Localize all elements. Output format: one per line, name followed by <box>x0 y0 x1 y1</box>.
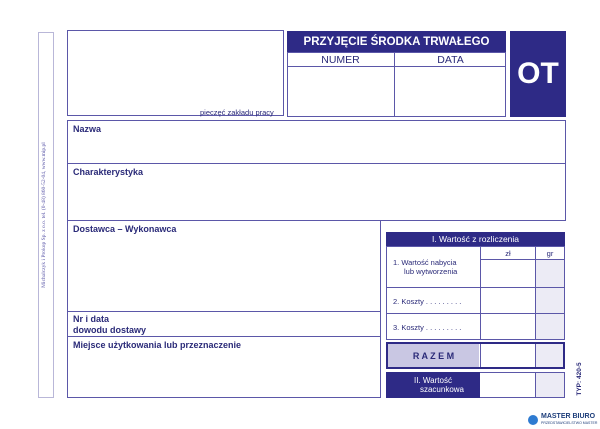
row3-zl-field[interactable] <box>481 314 535 339</box>
razem-gr-shade <box>536 344 563 367</box>
form-code: OT <box>517 57 559 90</box>
nazwa-field[interactable] <box>67 120 566 164</box>
type-code-text: TYP: 420-5 <box>576 362 583 396</box>
razem-label: R A Z E M <box>412 350 455 361</box>
wartosc-zl-field[interactable] <box>481 373 535 397</box>
value-table-header-text: I. Wartość z rozliczenia <box>431 234 520 244</box>
form-title-text: PRZYJĘCIE ŚRODKA TRWAŁEGO <box>303 35 490 48</box>
nr-data-label-2: dowodu dostawy <box>73 325 146 335</box>
wartosc-gr-shade <box>536 373 564 397</box>
stamp-box <box>67 30 284 116</box>
razem-zl-field[interactable] <box>481 344 535 367</box>
charakterystyka-label: Charakterystyka <box>73 167 144 177</box>
value-table-line-1 <box>386 287 565 288</box>
brand-tagline: PRZEDSTAWICIELSTWO MASTER <box>541 421 598 425</box>
numer-header: NUMER <box>321 54 360 66</box>
stamp-label: pieczęć zakładu pracy <box>200 108 274 117</box>
razem-label-cell <box>388 344 479 367</box>
row1-zl-field[interactable] <box>481 260 535 287</box>
data-header: DATA <box>437 54 464 66</box>
value-table-split-2 <box>535 246 536 340</box>
nazwa-label: Nazwa <box>73 124 102 134</box>
row1-label-a: 1. Wartość nabycia <box>393 258 457 267</box>
row1-label-b: lub wytworzenia <box>404 267 458 276</box>
row3-label: 3. Koszty . . . . . . . . . <box>393 323 462 332</box>
value-table-line-2 <box>386 313 565 314</box>
gr-column-shade <box>536 260 564 339</box>
miejsce-label: Miejsce użytkowania lub przeznaczenie <box>73 340 242 350</box>
publisher-text: Michalczyk i Prokop Sp. z o.o. tel. (0-48) 860-52-04, www.mip.pl <box>41 142 47 288</box>
wartosc-label-a: II. Wartość <box>414 376 452 385</box>
wartosc-label-b: szacunkowa <box>419 385 465 394</box>
numer-field[interactable] <box>288 67 393 116</box>
data-field[interactable] <box>395 67 505 116</box>
brand-logo-icon <box>528 415 538 425</box>
zl-header: zł <box>505 249 511 258</box>
gr-header: gr <box>546 249 554 258</box>
row2-label: 2. Koszty . . . . . . . . . <box>393 297 462 306</box>
side-text <box>41 35 51 395</box>
wartosc-label-cell <box>386 372 480 398</box>
form-code-block <box>510 31 566 117</box>
nr-data-label-1: Nr i data <box>73 314 110 324</box>
row2-zl-field[interactable] <box>481 288 535 313</box>
brand-name: MASTER BIURO <box>541 413 596 420</box>
type-code <box>576 339 586 419</box>
form-title <box>287 31 506 52</box>
value-table-header <box>386 232 565 246</box>
dostawca-label: Dostawca – Wykonawca <box>73 224 177 234</box>
